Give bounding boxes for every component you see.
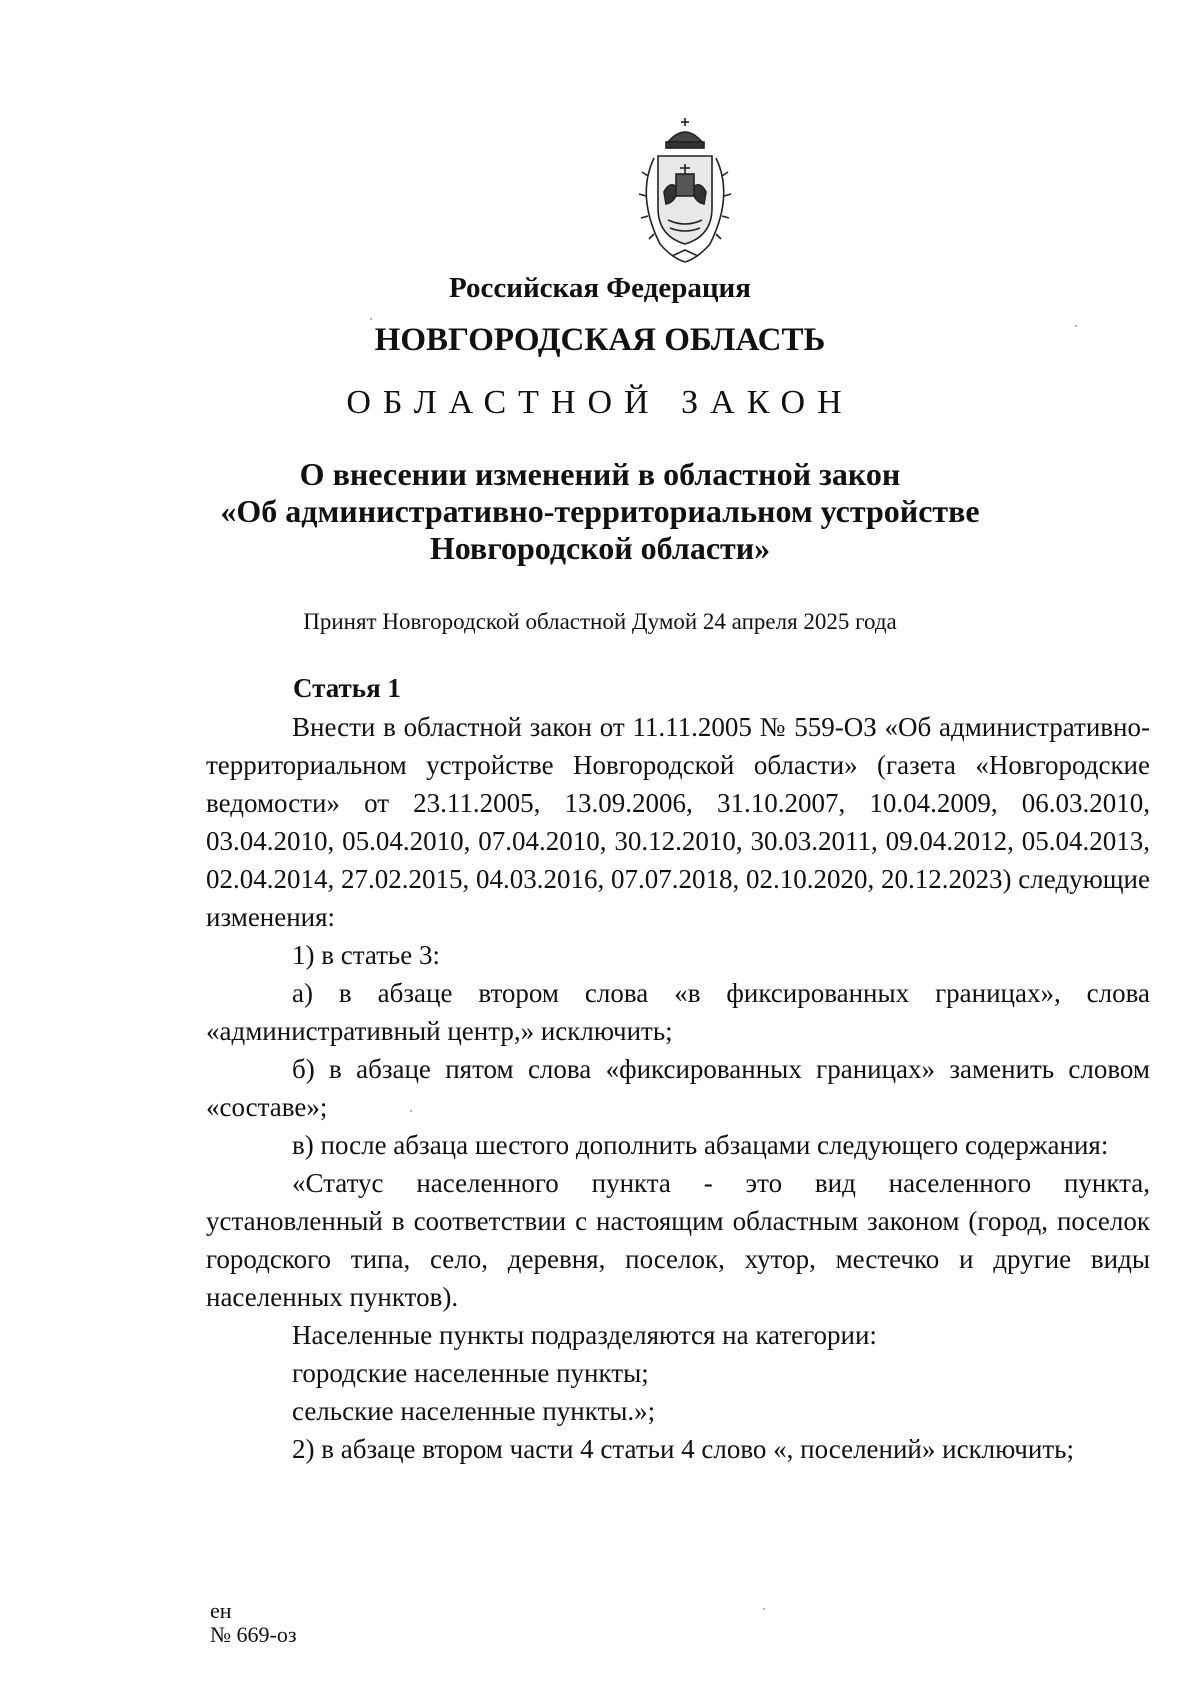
paragraph: 2) в абзаце втором части 4 статьи 4 слово «, поселений» исключить; bbox=[292, 1434, 1074, 1464]
paragraph: «Статус населенного пункта - это вид населенного пункта, установленный в соответствии с настоящим областным законом (город, поселок городского типа, село, деревня, поселок, хутор, местечко и другие виды населенных пунктов). bbox=[206, 1168, 1150, 1312]
paragraph: Населенные пункты подразделяются на категории: bbox=[292, 1320, 877, 1350]
law-title-line-2: «Об административно-территориальном устройстве bbox=[220, 493, 980, 529]
law-number: № 669-оз bbox=[210, 1622, 297, 1647]
paragraph: городские населенные пункты; bbox=[292, 1358, 649, 1388]
paragraph: а) в абзаце втором слова «в фиксированных границах», слова «административный центр,» исключить; bbox=[206, 978, 1150, 1046]
article-body bbox=[206, 708, 1150, 1468]
paragraph: 1) в статье 3: bbox=[292, 940, 440, 970]
paragraph: б) в абзаце пятом слова «фиксированных границах» заменить словом «составе»; bbox=[206, 1054, 1150, 1122]
paragraph: в) после абзаца шестого дополнить абзацами следующего содержания: bbox=[292, 1130, 1109, 1160]
paragraph: Внести в областной закон от 11.11.2005 № 559-ОЗ «Об административно-территориальном устройстве Новгородской области» (газета «Новгородские ведомости» от 23.11.2005, 13.09.2006, 31.10.2007, 10.04.2009, 06.03.2010, 03.04.2010, 05.04.2010, 07.04.2010, 30.12.2010, 30.03.2011, 09.04.2012, 05.04.2013, 02.04.2014, 27.02.2015, 04.03.2016, 07.07.2018, 02.10.2020, 20.12.2023) следующие изменения: bbox=[206, 712, 1150, 932]
region-name: НОВГОРОДСКАЯ ОБЛАСТЬ bbox=[374, 322, 826, 358]
scan-speck bbox=[1075, 325, 1077, 327]
law-title bbox=[0, 456, 1200, 567]
adoption-note: Принят Новгородской областной Думой 24 апреля 2025 года bbox=[303, 609, 897, 634]
paragraph: сельские населенные пункты.»; bbox=[292, 1396, 656, 1426]
scan-speck bbox=[763, 1608, 765, 1610]
document-footer bbox=[210, 1599, 297, 1647]
law-title-line-1: О внесении изменений в областной закон bbox=[299, 456, 901, 492]
article-heading: Статья 1 bbox=[293, 673, 401, 703]
scan-speck bbox=[410, 1110, 412, 1112]
scan-speck bbox=[370, 318, 372, 320]
executor-initials: ен bbox=[210, 1598, 232, 1623]
country-name: Российская Федерация bbox=[449, 272, 751, 304]
coat-of-arms-icon bbox=[620, 116, 750, 266]
law-type: ОБЛАСТНОЙ ЗАКОН bbox=[346, 384, 854, 421]
law-title-line-3: Новгородской области» bbox=[429, 530, 771, 566]
